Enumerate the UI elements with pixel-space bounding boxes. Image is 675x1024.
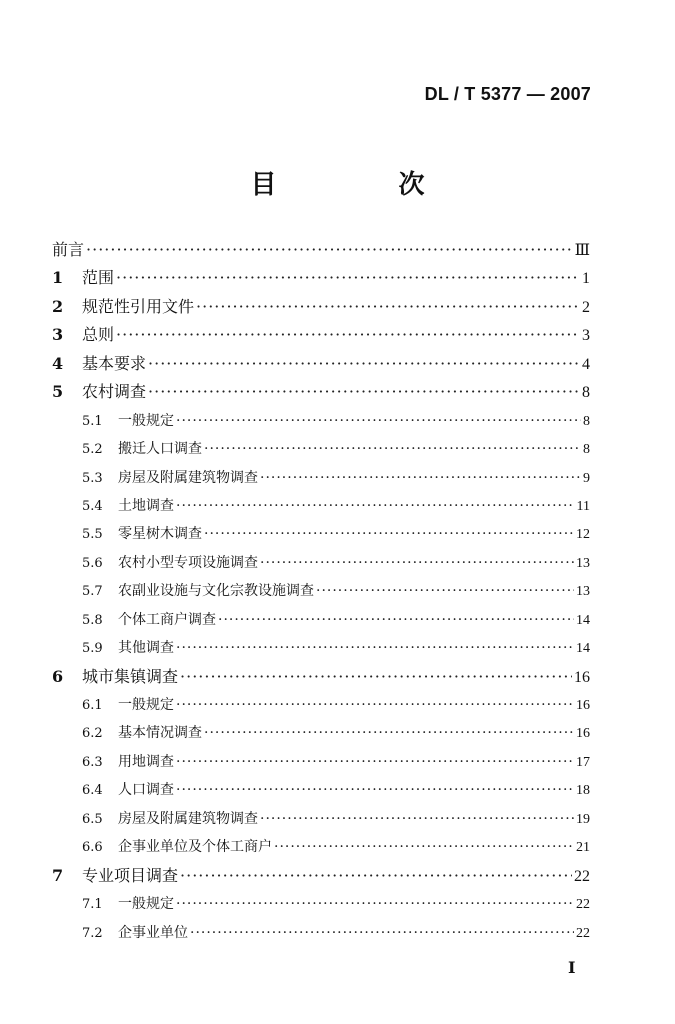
toc-entry[interactable] — [52, 407, 590, 435]
toc-entry-label: 零星树木调查 — [118, 526, 202, 543]
standard-code: DL / T 5377 — 2007 — [424, 84, 591, 104]
toc-entry-label: 土地调查 — [118, 497, 174, 514]
dot-leader — [176, 691, 574, 719]
toc-entry-number: 4 — [52, 353, 64, 373]
toc-entry-number: 1 — [52, 268, 64, 288]
toc-entry[interactable] — [52, 464, 590, 492]
toc-entry[interactable] — [52, 606, 590, 634]
dot-leader — [218, 606, 574, 634]
toc-entry-page: 21 — [576, 840, 590, 856]
toc-entry-label: 农副业设施与文化宗教设施调查 — [118, 583, 314, 600]
dot-leader — [176, 407, 581, 435]
toc-entry-number: 6.2 — [82, 726, 103, 742]
toc-entry-page: 13 — [576, 555, 590, 571]
toc-entry-page: 12 — [576, 527, 590, 543]
toc-entry-page: 9 — [583, 470, 590, 486]
toc-title: 目 次 — [250, 170, 473, 200]
toc-entry-page: 13 — [576, 584, 590, 600]
toc-entry-number: 5.1 — [82, 413, 103, 429]
toc-entry-page: 22 — [576, 897, 590, 913]
dot-leader — [260, 464, 581, 492]
toc-entry-label: 房屋及附属建筑物调查 — [118, 810, 258, 827]
toc-entry[interactable] — [52, 492, 590, 520]
toc-entry-page: 16 — [576, 698, 590, 713]
toc-entry[interactable] — [52, 634, 590, 662]
toc-entry-number: 7 — [52, 865, 64, 885]
toc-entry-label: 总则 — [82, 325, 115, 345]
dot-leader — [176, 776, 574, 804]
toc-entry-page: 16 — [576, 726, 590, 742]
dot-leader — [204, 520, 574, 548]
toc-entry-page: 19 — [576, 811, 590, 827]
dot-leader — [180, 862, 572, 890]
dot-leader — [116, 321, 580, 349]
toc-entry-label: 个体工商户调查 — [118, 611, 216, 628]
toc-entry[interactable] — [52, 748, 590, 776]
toc-entry[interactable] — [52, 776, 590, 804]
toc-entry-label: 农村调查 — [82, 382, 147, 402]
toc-entry-number: 6.6 — [82, 840, 103, 856]
dot-leader — [260, 805, 574, 833]
toc-entry-label: 前言 — [52, 240, 85, 259]
dot-leader — [204, 719, 574, 747]
toc-entry-label: 一般规定 — [118, 896, 174, 913]
toc-entry-label: 企事业单位及个体工商户 — [118, 839, 272, 856]
page-number: I — [568, 958, 576, 977]
toc-entry-label: 一般规定 — [118, 412, 174, 429]
toc-entry-page: 11 — [576, 498, 590, 514]
toc-entry-number: 5.6 — [82, 555, 103, 571]
toc-entry[interactable] — [52, 890, 590, 918]
toc-entry-label: 范围 — [82, 268, 115, 288]
toc-entry-page: 2 — [582, 298, 590, 316]
toc-entry-page: 14 — [576, 612, 590, 628]
toc-entry[interactable] — [52, 264, 590, 292]
toc-entry[interactable] — [52, 435, 590, 463]
toc-entry-page: 4 — [582, 355, 590, 373]
toc-entry-label: 房屋及附属建筑物调查 — [118, 469, 258, 486]
toc-entry-label: 用地调查 — [118, 753, 174, 770]
toc-entry-page: 3 — [582, 327, 590, 345]
toc-entry-number: 7.2 — [82, 925, 103, 941]
toc-entry-page: 14 — [576, 641, 590, 657]
toc-entry-page: 16 — [574, 668, 590, 686]
dot-leader — [176, 634, 574, 662]
toc-entry[interactable] — [52, 833, 590, 861]
toc-entry[interactable] — [52, 520, 590, 548]
toc-entry-label: 人口调查 — [118, 782, 174, 799]
toc-entry[interactable] — [52, 549, 590, 577]
toc-entry[interactable] — [52, 663, 590, 691]
toc-entry[interactable] — [52, 691, 590, 719]
toc-entry-page: 17 — [576, 754, 590, 770]
toc-entry-label: 城市集镇调查 — [82, 666, 179, 686]
toc-entry-number: 5.9 — [82, 641, 103, 657]
toc-entry-page: Ⅲ — [574, 242, 590, 259]
dot-leader — [86, 236, 573, 264]
dot-leader — [176, 748, 574, 776]
toc-entry-number: 6.5 — [82, 811, 103, 827]
toc-entry-number: 5.3 — [82, 470, 103, 486]
toc-entry-number: 6.4 — [82, 783, 103, 799]
toc-entry[interactable] — [52, 378, 590, 406]
toc-entry[interactable] — [52, 719, 590, 747]
toc-entry-number: 2 — [52, 296, 64, 316]
dot-leader — [116, 264, 580, 292]
toc-entry-page: 22 — [576, 925, 590, 941]
dot-leader — [176, 492, 575, 520]
dot-leader — [196, 293, 580, 321]
toc-entry[interactable] — [52, 862, 590, 890]
toc-entry-number: 5.2 — [82, 442, 103, 458]
toc-entry-number: 5.5 — [82, 527, 103, 543]
toc-entry-number: 5.8 — [82, 612, 103, 628]
toc-entry-label: 规范性引用文件 — [82, 296, 195, 316]
toc-entry-number: 6 — [52, 666, 64, 686]
dot-leader — [176, 890, 574, 918]
toc-entry-number: 3 — [52, 325, 64, 345]
dot-leader — [204, 435, 581, 463]
toc-entry[interactable] — [52, 805, 590, 833]
dot-leader — [316, 577, 574, 605]
toc-entry-label: 基本要求 — [82, 353, 147, 373]
toc-entry-page: 8 — [583, 442, 590, 458]
toc-entry-label: 农村小型专项设施调查 — [118, 554, 258, 571]
toc-list — [52, 236, 590, 947]
toc-entry[interactable] — [52, 350, 590, 378]
toc-entry-page: 8 — [582, 384, 590, 402]
toc-entry[interactable] — [52, 577, 590, 605]
toc-entry-label: 其他调查 — [118, 640, 174, 657]
toc-entry-number: 5.4 — [82, 498, 103, 514]
dot-leader — [190, 919, 574, 947]
toc-entry-page: 8 — [583, 413, 590, 429]
toc-entry-label: 企事业单位 — [118, 924, 188, 941]
toc-entry[interactable] — [52, 919, 590, 947]
toc-entry-number: 7.1 — [82, 897, 103, 913]
dot-leader — [148, 378, 580, 406]
toc-entry[interactable] — [52, 321, 590, 349]
toc-entry-number: 5.7 — [82, 584, 103, 600]
toc-entry-number: 6.1 — [82, 698, 103, 713]
toc-entry-label: 一般规定 — [118, 697, 174, 713]
dot-leader — [260, 549, 574, 577]
dot-leader — [180, 663, 572, 691]
toc-entry-number: 6.3 — [82, 754, 103, 770]
toc-entry-page: 22 — [574, 867, 590, 885]
dot-leader — [274, 833, 574, 861]
toc-entry[interactable] — [52, 293, 590, 321]
toc-entry-page: 18 — [576, 783, 590, 799]
toc-entry-page: 1 — [582, 270, 590, 288]
toc-entry-number: 5 — [52, 382, 64, 402]
dot-leader — [148, 350, 580, 378]
toc-entry-label: 搬迁人口调查 — [118, 441, 202, 458]
toc-entry-label: 专业项目调查 — [82, 865, 179, 885]
toc-entry[interactable] — [52, 236, 590, 264]
toc-entry-label: 基本情况调查 — [118, 725, 202, 742]
